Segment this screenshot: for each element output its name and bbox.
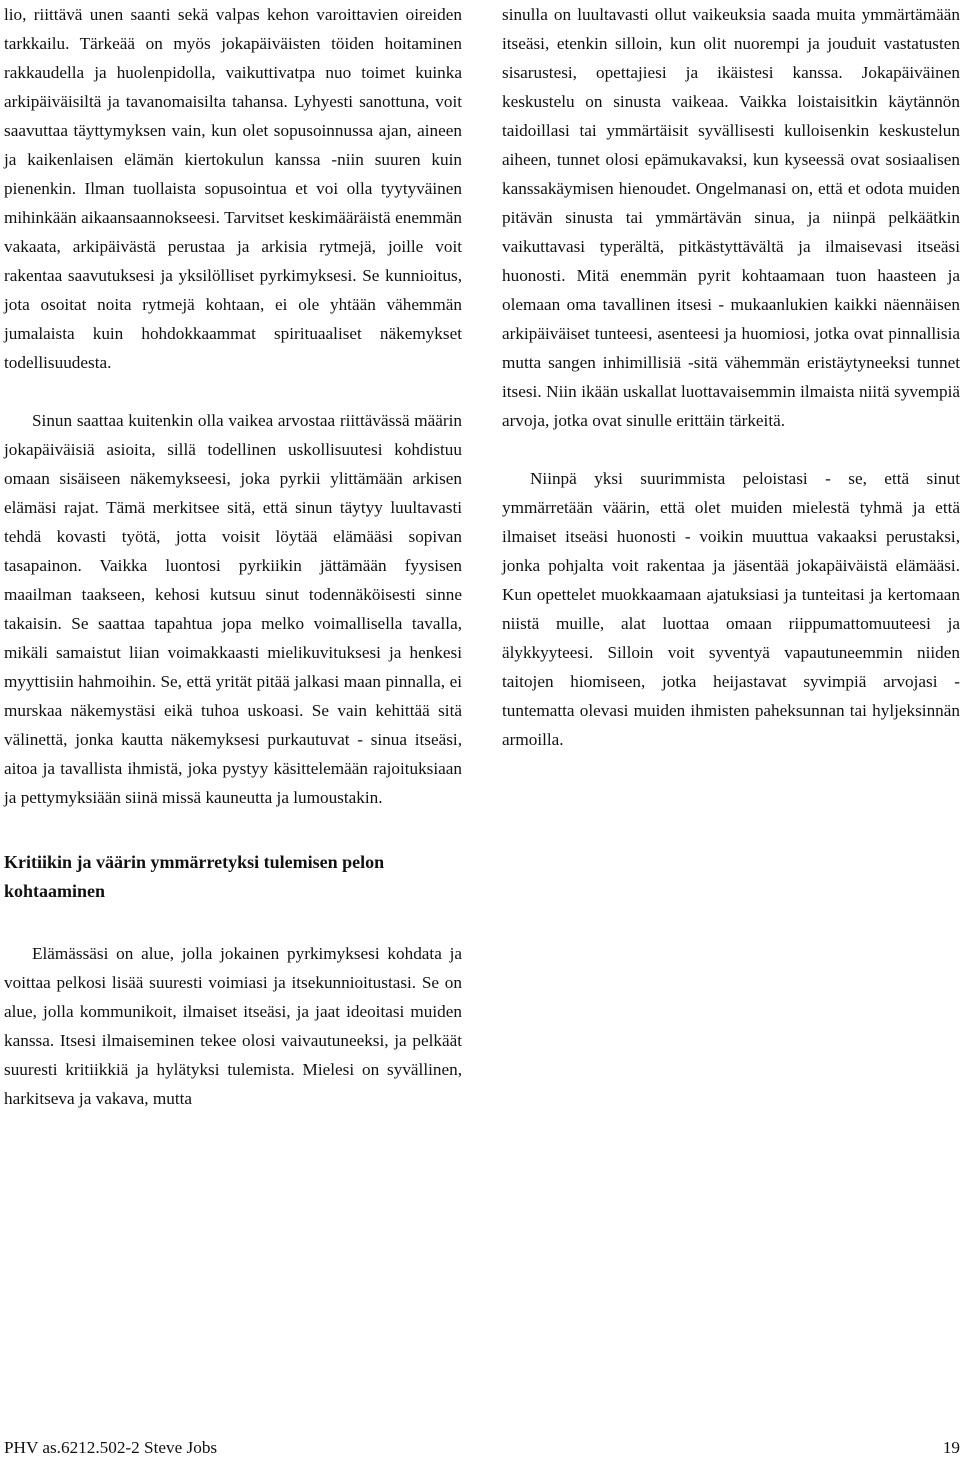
body-paragraph: sinulla on luultavasti ollut vaikeuksia saada muita ymmärtämään itseäsi, etenkin silloin, kun olit nuorempi ja jouduit vastatusten sisarustesi, opettajiesi ja ikäistesi kanssa. Jokapäiväinen keskustelu on sinusta vaikeaa. Vaikka loistaisitkin käytännön taidoillasi tai ymmärtäisit syvällisesti kulloisenkin keskustelun aiheen, tunnet olosi epämukavaksi, kun kyseessä ovat sosiaalisen kanssakäymisen hienoudet. Ongelmanasi on, että et odota muiden pitävän sinusta tai ymmärtävän sinua, ja niinpä pelkäätkin vaikuttavasi typerältä, pitkästyttävältä ja ilmaisevasi itseäsi huonosti. Mitä enemmän pyrit kohtaamaan tuon haasteen ja olemaan oma tavallinen itsesi - mukaanlukien kaikki näennäisen arkipäiväiset tunteesi, asenteesi ja huomiosi, jotka ovat pinnallisia mutta sangen inhimillisiä -sitä vähemmän eristäytyneeksi tunnet itsesi. Niin ikään uskallat luottavaisemmin ilmaista niitä syvempiä arvoja, jotka ovat sinulle erittäin tärkeitä. [502,5,960,430]
footer-document-id: PHV as.6212.502-2 Steve Jobs [4,1438,218,1457]
body-paragraph: Niinpä yksi suurimmista peloistasi - se, että sinut ymmärretään väärin, että olet muiden mielestä tyhmä ja että ilmaiset itseäsi huonosti - voikin muuttua vakaaksi perustaksi, jonka pohjalta voit rakentaa ja jäsentää jokapäiväistä elämääsi. Kun opettelet muokkaamaan ajatuksiasi ja tunteitasi ja kertomaan niistä muille, alat luottaa omaan riippumattomuuteesi ja älykkyyteesi. Silloin voit syventyä vapautuneemmin niiden taitojen hiomiseen, jotka heijastavat syvimpiä arvojasi - tuntematta olevasi muiden ihmisten paheksunnan tai hyljeksinnän armoilla. [502,469,960,749]
body-paragraph: lio, riittävä unen saanti sekä valpas kehon varoittavien oireiden tarkkailu. Tärkeää on myös jokapäiväisten töiden hoitaminen rakkaudella ja huolenpidolla, vaikuttivatpa nuo toimet kuinka arkipäiväisiltä ja tavanomaisilta tahansa. Lyhyesti sanottuna, voit saavuttaa täyttymyksen vain, kun olet sopusoinnussa ajan, aineen ja kaikenlaisen elämän kiertokulun kanssa -niin suuren kuin pienenkin. Ilman tuollaista sopusointua et voi olla tyytyväinen mihinkään aikaansaannokseesi. Tarvitset keskimääräistä enemmän vakaata, arkipäivästä perustaa ja arkisia rytmejä, joille voit rakentaa saavutuksesi ja yksilölliset pyrkimyksesi. Se kunnioitus, jota osoitat noita rytmejä kohtaan, ei ole yhtään vähemmän jumalaista kuin hohdokkaammat spirituaaliset näkemykset todellisuudesta. [4,5,462,372]
page-number: 19 [942,1438,960,1457]
left-column [4,0,462,1113]
section-heading: Kritiikin ja väärin ymmärretyksi tulemisen pelon kohtaaminen [4,852,385,901]
body-paragraph: Elämässäsi on alue, jolla jokainen pyrkimyksesi kohdata ja voittaa pelkosi lisää suuresti voimiasi ja itsekunnioitustasi. Se on alue, jolla kommunikoit, ilmaiset itseäsi, ja jaat ideoitasi muiden kanssa. Itsesi ilmaiseminen tekee olosi vaivautuneeksi, ja pelkäät suuresti kritiikkiä ja hylätyksi tulemista. Mielesi on syvällinen, harkitseva ja vakava, mutta [4,944,462,1108]
body-paragraph: Sinun saattaa kuitenkin olla vaikea arvostaa riittävässä määrin jokapäiväisiä asioita, sillä todellinen uskollisuutesi kohdistuu omaan sisäiseen näkemykseesi, joka pyrkii ylittämään arkisen elämäsi rajat. Tämä merkitsee sitä, että sinun täytyy luultavasti tehdä kovasti työtä, jotta voisit löytää elämääsi sopivan tasapainon. Vaikka luontosi pyrkiikin jättämään fyysisen maailman taakseen, kehosi kutsuu sinut todennäköisesti sinne takaisin. Se saattaa tapahtua jopa melko voimallisella tavalla, mikäli samaistut liian voimakkaasti mielikuvituksesi ja henkesi myyttisiin hahmoihin. Se, että yrität pitää jalkasi maan pinnalla, ei murskaa näkemystäsi eikä tuhoa uskoasi. Se vain kehittää sitä välinettä, jonka kautta näkemyksesi purkautuvat - sinua itseäsi, aitoa ja tavallista ihmistä, joka pystyy käsittelemään rajoituksiaan ja pettymyksiään siinä missä kauneutta ja lumoustakin. [4,411,462,807]
right-column [502,0,960,754]
